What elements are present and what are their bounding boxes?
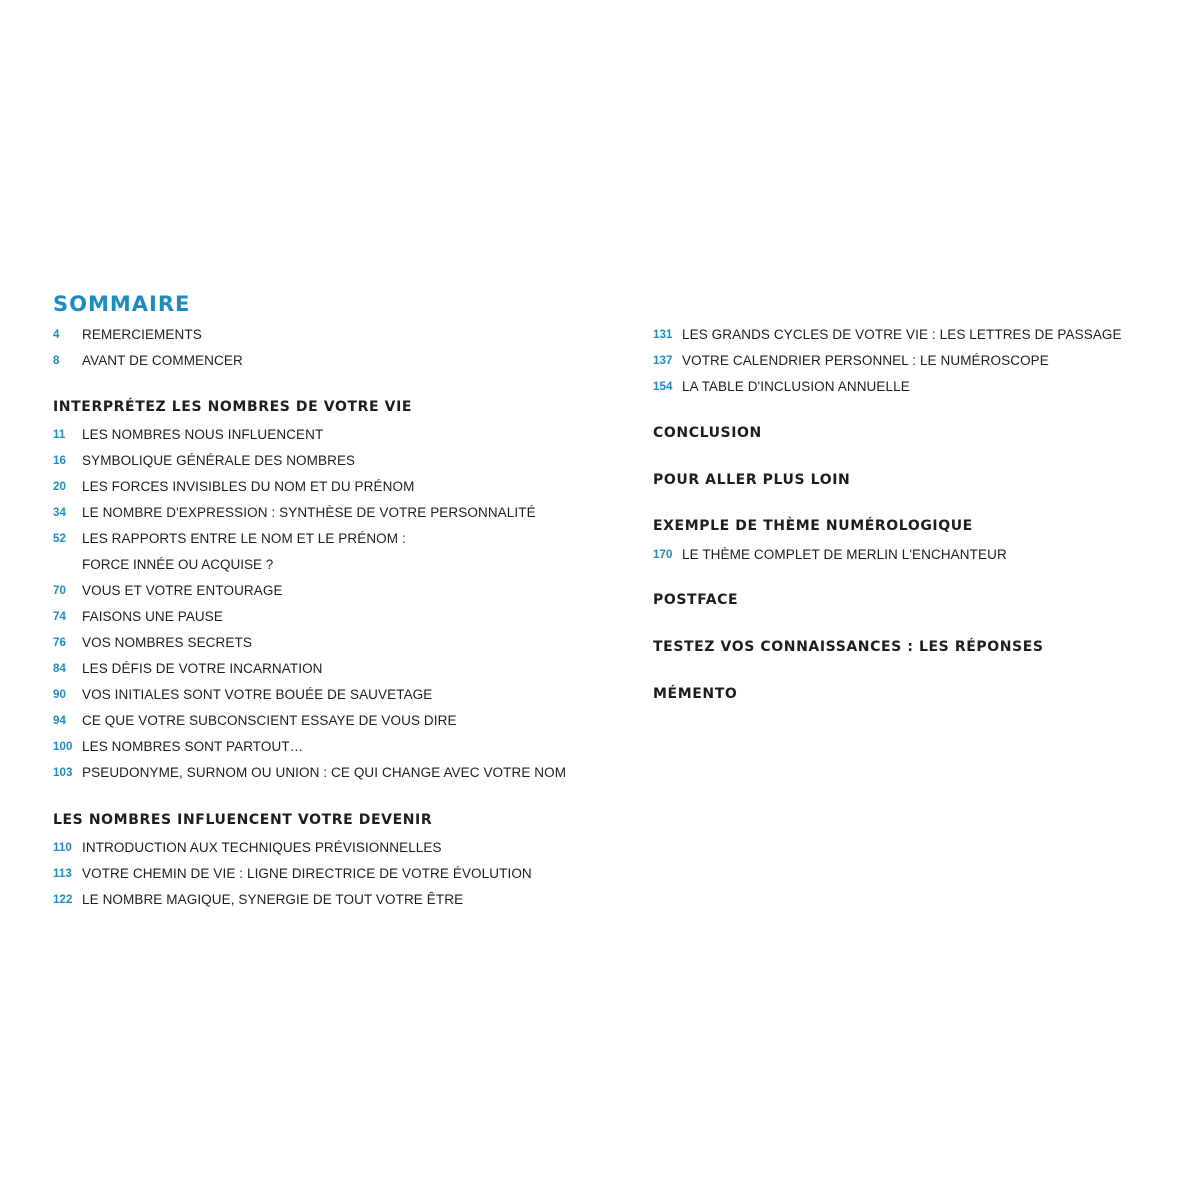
- section-heading-exemple: EXEMPLE DE THÈME NUMÉROLOGIQUE: [653, 518, 973, 534]
- section-testez[interactable]: TESTEZ VOS CONNAISSANCES : LES RÉPONSES: [653, 639, 1044, 655]
- page-number: 90: [53, 689, 66, 701]
- page-number: 70: [53, 585, 66, 597]
- toc-entry[interactable]: [53, 708, 613, 734]
- page-number: 154: [653, 381, 673, 393]
- entry-label: AVANT DE COMMENCER: [82, 353, 243, 368]
- entry-label: PSEUDONYME, SURNOM OU UNION : CE QUI CHANGE AVEC VOTRE NOM: [82, 765, 567, 780]
- page-number: 122: [53, 894, 73, 906]
- toc-entry[interactable]: [53, 422, 613, 448]
- entry-label: LES GRANDS CYCLES DE VOTRE VIE : LES LETTRES DE PASSAGE: [682, 327, 1122, 342]
- section-postface[interactable]: POSTFACE: [653, 592, 739, 608]
- entry-label: LE THÈME COMPLET DE MERLIN L'ENCHANTEUR: [682, 547, 1007, 562]
- entry-label-continued: FORCE INNÉE OU ACQUISE ?: [82, 557, 274, 572]
- page-number: 16: [53, 455, 66, 467]
- toc-entry[interactable]: [653, 542, 1173, 568]
- entry-label: VOUS ET VOTRE ENTOURAGE: [82, 583, 283, 598]
- page-number: 131: [653, 329, 673, 341]
- toc-entry[interactable]: [53, 861, 613, 887]
- section2-list: [53, 835, 613, 913]
- page-number: 8: [53, 355, 60, 367]
- entry-label: FAISONS UNE PAUSE: [82, 609, 223, 624]
- page-number: 110: [53, 842, 72, 854]
- page-number: 74: [53, 611, 66, 623]
- toc-entry-continuation[interactable]: [53, 552, 613, 578]
- page-number: 4: [53, 329, 60, 341]
- entry-label: INTRODUCTION AUX TECHNIQUES PRÉVISIONNELLES: [82, 840, 442, 855]
- entry-label: LES DÉFIS DE VOTRE INCARNATION: [82, 661, 323, 676]
- toc-entry[interactable]: [53, 500, 613, 526]
- section-memento[interactable]: MÉMENTO: [653, 686, 738, 702]
- section-heading-1: INTERPRÉTEZ LES NOMBRES DE VOTRE VIE: [53, 399, 413, 415]
- toc-entry[interactable]: [53, 526, 613, 552]
- page-number: 11: [53, 429, 66, 441]
- entry-label: LES FORCES INVISIBLES DU NOM ET DU PRÉNOM: [82, 479, 415, 494]
- section1-list: [53, 422, 613, 786]
- entry-label: LES NOMBRES SONT PARTOUT…: [82, 739, 304, 754]
- exemple-list: [653, 542, 1173, 568]
- right-list: [653, 322, 1173, 400]
- page-number: 137: [653, 355, 673, 367]
- section-heading-2: LES NOMBRES INFLUENCENT VOTRE DEVENIR: [53, 812, 433, 828]
- toc-entry[interactable]: [53, 448, 613, 474]
- page-number: 100: [53, 741, 73, 753]
- entry-label: VOS INITIALES SONT VOTRE BOUÉE DE SAUVETAGE: [82, 687, 433, 702]
- entry-label: CE QUE VOTRE SUBCONSCIENT ESSAYE DE VOUS DIRE: [82, 713, 457, 728]
- entry-label: LES RAPPORTS ENTRE LE NOM ET LE PRÉNOM :: [82, 531, 406, 546]
- toc-title: SOMMAIRE: [53, 292, 191, 316]
- page-number: 113: [53, 868, 72, 880]
- toc-entry[interactable]: [53, 322, 613, 348]
- toc-entry[interactable]: [53, 604, 613, 630]
- toc-entry[interactable]: [53, 835, 613, 861]
- section-pour-aller-plus-loin[interactable]: POUR ALLER PLUS LOIN: [653, 472, 851, 488]
- page-number: 170: [653, 549, 673, 561]
- entry-label: LE NOMBRE D'EXPRESSION : SYNTHÈSE DE VOTRE PERSONNALITÉ: [82, 505, 536, 520]
- toc-entry[interactable]: [53, 578, 613, 604]
- toc-entry[interactable]: [53, 760, 613, 786]
- toc-entry[interactable]: [53, 734, 613, 760]
- entry-label: LA TABLE D'INCLUSION ANNUELLE: [682, 379, 910, 394]
- page-number: 103: [53, 767, 73, 779]
- toc-entry[interactable]: [653, 348, 1173, 374]
- toc-entry[interactable]: [653, 374, 1173, 400]
- entry-label: REMERCIEMENTS: [82, 327, 202, 342]
- entry-label: VOS NOMBRES SECRETS: [82, 635, 252, 650]
- toc-entry[interactable]: [53, 656, 613, 682]
- page-number: 94: [53, 715, 66, 727]
- page-number: 20: [53, 481, 66, 493]
- entry-label: VOTRE CHEMIN DE VIE : LIGNE DIRECTRICE DE VOTRE ÉVOLUTION: [82, 866, 532, 881]
- page-number: 76: [53, 637, 66, 649]
- section-conclusion[interactable]: CONCLUSION: [653, 425, 762, 441]
- toc-entry[interactable]: [653, 322, 1173, 348]
- toc-entry[interactable]: [53, 887, 613, 913]
- toc-entry[interactable]: [53, 682, 613, 708]
- entry-label: LE NOMBRE MAGIQUE, SYNERGIE DE TOUT VOTRE ÊTRE: [82, 892, 464, 907]
- page-number: 52: [53, 533, 66, 545]
- page-number: 34: [53, 507, 66, 519]
- toc-entry[interactable]: [53, 630, 613, 656]
- toc-entry[interactable]: [53, 348, 613, 374]
- toc-entry[interactable]: [53, 474, 613, 500]
- entry-label: VOTRE CALENDRIER PERSONNEL : LE NUMÉROSCOPE: [682, 353, 1049, 368]
- entry-label: LES NOMBRES NOUS INFLUENCENT: [82, 427, 324, 442]
- entry-label: SYMBOLIQUE GÉNÉRALE DES NOMBRES: [82, 453, 356, 468]
- intro-list: [53, 322, 613, 374]
- page-number: 84: [53, 663, 66, 675]
